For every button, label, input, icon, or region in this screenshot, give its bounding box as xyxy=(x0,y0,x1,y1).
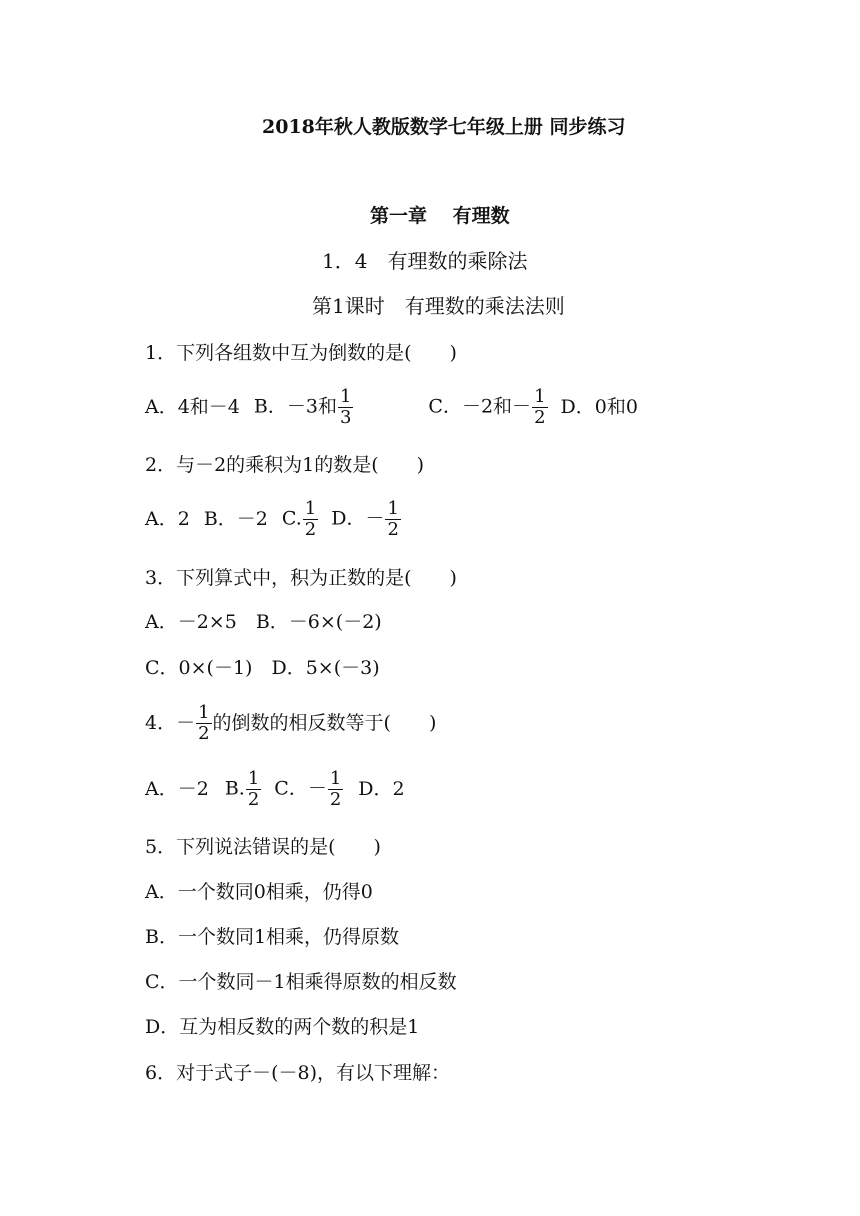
q2-option-c: C. $\frac{1}{2}$ xyxy=(281,497,317,540)
q1-option-c: C．－2和－ $\frac{1}{2}$ xyxy=(428,385,546,428)
q1-option-d: D．0和0 xyxy=(560,396,638,418)
question-2-stem: 2．与－2的乘积为1的数是( ) xyxy=(145,454,425,476)
q1-option-b: B．－3和 $\frac{1}{3}$ xyxy=(253,385,352,428)
q4-option-c: C．－ $\frac{1}{2}$ xyxy=(274,767,342,810)
fraction: $\frac{1}{2}$ xyxy=(387,497,399,540)
q4-option-a: A．－2 xyxy=(145,778,209,800)
question-5-option-a: A．一个数同0相乘，仍得0 xyxy=(145,881,373,903)
question-6-stem: 6．对于式子－(－8)，有以下理解： xyxy=(145,1062,451,1084)
fraction: $\frac{1}{2}$ xyxy=(247,767,260,810)
fraction: $\frac{1}{2}$ xyxy=(198,701,210,744)
q4-option-d: D．2 xyxy=(358,778,405,800)
chapter-heading: 第一章 有理数 xyxy=(370,205,510,227)
fraction: $\frac{1}{2}$ xyxy=(534,385,546,428)
question-3-option-line: C．0×(－1) D．5×(－3) xyxy=(145,657,380,679)
question-1-stem: 1．下列各组数中互为倒数的是( ) xyxy=(145,342,457,364)
q4-option-b: B. $\frac{1}{2}$ xyxy=(224,767,260,810)
section-heading: 1．4 有理数的乘除法 xyxy=(322,249,528,273)
question-5-option-c: C．一个数同－1相乘得原数的相反数 xyxy=(145,971,457,993)
document-title: 2018年秋人教版数学七年级上册 同步练习 xyxy=(262,116,626,138)
fraction: $\frac{1}{2}$ xyxy=(329,767,342,810)
question-2-options xyxy=(145,496,402,542)
question-4-options xyxy=(145,766,405,812)
q1-option-a: A．4和－4 xyxy=(145,396,240,418)
question-5-stem: 5．下列说法错误的是( ) xyxy=(145,836,381,858)
fraction: $\frac{1}{3}$ xyxy=(339,385,352,428)
q2-option-d: D．－ $\frac{1}{2}$ xyxy=(331,497,399,540)
q2-option-b: B．－2 xyxy=(203,508,268,530)
q2-option-a: A．2 xyxy=(145,508,190,530)
question-5-option-d: D．互为相反数的两个数的积是1 xyxy=(145,1016,420,1038)
question-3-stem: 3．下列算式中，积为正数的是( ) xyxy=(145,567,457,589)
question-3-option-line: A．－2×5 B．－6×(－2) xyxy=(145,611,382,633)
fraction: $\frac{1}{2}$ xyxy=(304,497,317,540)
question-1-options xyxy=(145,384,638,430)
question-4-stem: 4．－ $\frac{1}{2}$ 的倒数的相反数等于( ) xyxy=(145,701,437,744)
question-5-option-b: B．一个数同1相乘，仍得原数 xyxy=(145,926,400,948)
lesson-heading: 第1课时 有理数的乘法法则 xyxy=(312,294,565,318)
